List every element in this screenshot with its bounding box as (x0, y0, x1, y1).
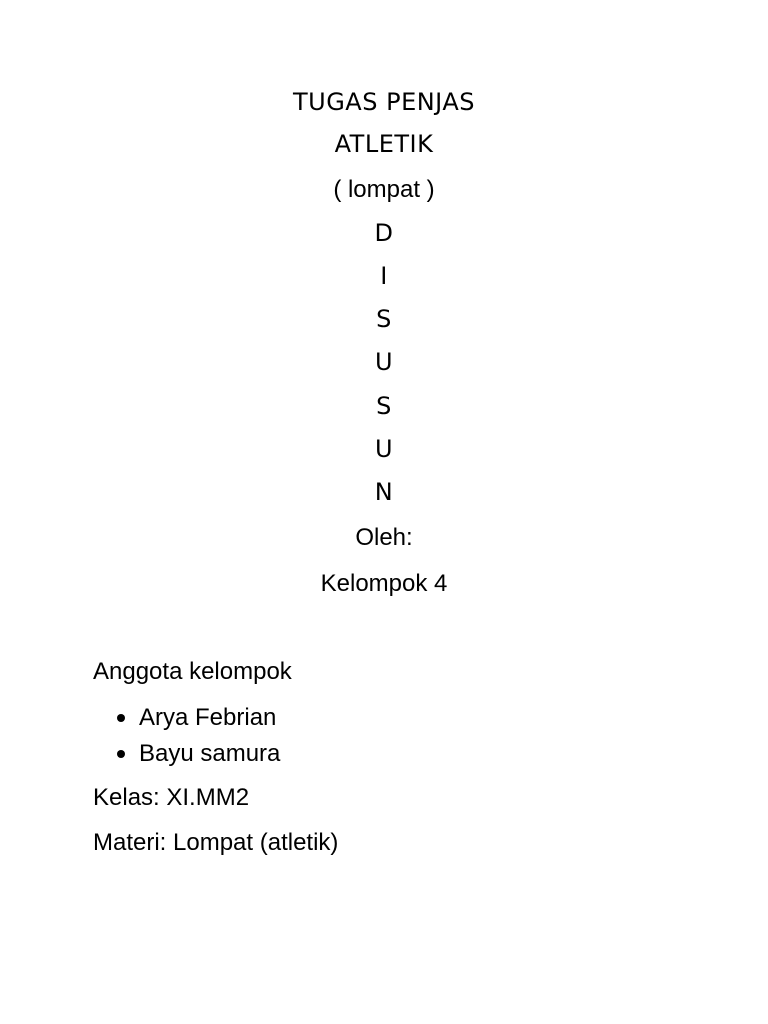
vertical-letter: D (374, 219, 394, 247)
oleh-label: Oleh: (355, 524, 413, 551)
title-line-2: ATLETIK (334, 130, 434, 158)
title-line-1: TUGAS PENJAS (292, 88, 475, 116)
group-name: Kelompok 4 (320, 570, 448, 597)
vertical-letter: U (374, 435, 394, 463)
member-name: Arya Febrian (139, 704, 277, 731)
bullet-icon (117, 714, 125, 722)
member-name: Bayu samura (139, 740, 281, 767)
list-item (93, 736, 280, 772)
vertical-letter: I (380, 262, 388, 290)
list-item (93, 700, 280, 736)
bullet-icon (117, 750, 125, 758)
kelas-line: Kelas: XI.MM2 (93, 784, 250, 811)
vertical-letter: U (374, 348, 394, 376)
materi-line: Materi: Lompat (atletik) (93, 829, 339, 856)
vertical-letter: S (376, 392, 392, 420)
vertical-letter: S (376, 305, 392, 333)
members-list (93, 700, 280, 772)
subtitle: ( lompat ) (333, 176, 435, 203)
vertical-letter: N (374, 478, 394, 506)
members-heading: Anggota kelompok (93, 658, 292, 685)
